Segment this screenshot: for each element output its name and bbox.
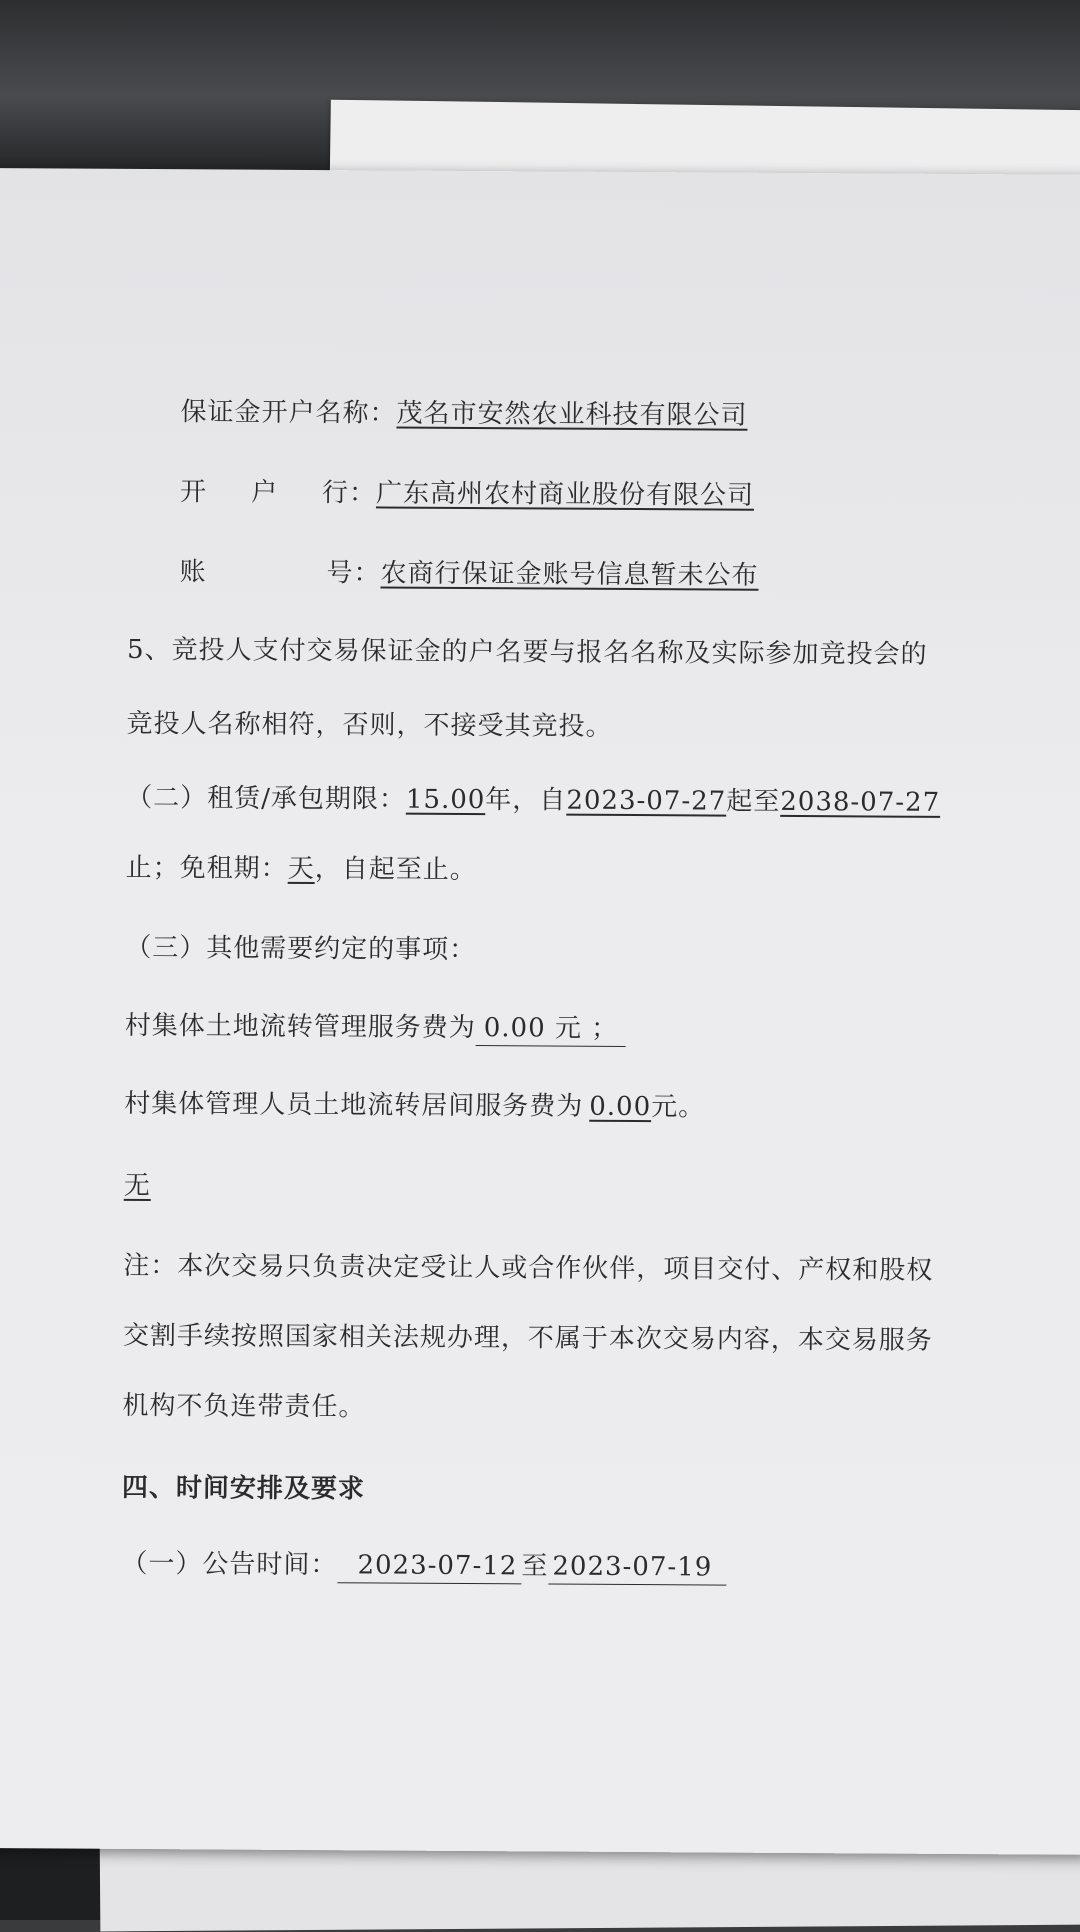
account-label-char-2: 号： — [326, 558, 381, 589]
bank-line — [180, 471, 754, 512]
item5-line-1: 5、竞投人支付交易保证金的户名要与报名名称及实际参加竞投会的 — [126, 634, 928, 670]
section4-heading: 四、时间安排及要求 — [121, 1472, 366, 1505]
intermediary-fee-label: 村集体管理人员土地流转居间服务费为 — [124, 1088, 584, 1122]
intermediary-fee-line — [124, 1083, 705, 1124]
note-line-3: 机构不负连带责任。 — [122, 1390, 366, 1423]
deposit-account-name-label: 保证金开户名称： — [180, 397, 397, 429]
account-label-char-1: 账 — [179, 557, 207, 588]
account-number-value: 农商行保证金账号信息暂未公布 — [380, 558, 759, 591]
management-fee-value: 0.00 元 ； — [476, 1013, 627, 1047]
item5-line-2: 竞投人名称相符，否则，不接受其竞投。 — [126, 708, 613, 742]
lease-term-years: 15.00 — [405, 784, 486, 816]
free-period-label: 止；免租期： — [125, 852, 288, 884]
document-page — [0, 168, 1080, 1855]
announcement-time-line — [121, 1543, 726, 1586]
lease-term-label: （二）租赁/承包期限： — [126, 782, 407, 815]
intermediary-fee-unit: 元。 — [651, 1092, 706, 1123]
lease-term-years-unit: 年，自 — [485, 785, 567, 816]
management-fee-line — [125, 1005, 627, 1047]
lease-term-line-2 — [126, 847, 477, 886]
note-line-2: 交割手续按照国家相关法规办理，不属于本次交易内容，本交易服务 — [122, 1320, 933, 1356]
lease-start-date: 2023-07-27 — [566, 785, 727, 817]
announcement-end-date: 2023-07-19 — [548, 1551, 726, 1585]
none-text: 无 — [123, 1170, 151, 1202]
announcement-to-text: 至 — [521, 1551, 549, 1582]
other-matters-heading: （三）其他需要约定的事项： — [125, 932, 477, 966]
free-period-suffix: ，自起至止。 — [314, 854, 477, 886]
bank-value: 广东高州农村商业股份有限公司 — [375, 478, 755, 511]
lease-to-text: 起至 — [726, 786, 781, 817]
lease-term-line-1 — [126, 777, 940, 819]
deposit-account-name-value: 茂名市安然农业科技有限公司 — [396, 398, 748, 431]
management-fee-label: 村集体土地流转管理服务费为 — [124, 1010, 476, 1044]
bank-label-char-3: 行： — [321, 478, 377, 509]
free-period-value: 天 — [287, 853, 315, 885]
account-number-line — [179, 551, 758, 592]
lease-end-date: 2038-07-27 — [780, 786, 941, 818]
bank-label-char-2: 户 — [250, 477, 279, 508]
bank-label-char-1: 开 — [179, 477, 208, 508]
deposit-account-name-line — [180, 391, 747, 431]
announcement-start-date: 2023-07-12 — [337, 1550, 521, 1584]
note-line-1: 注：本次交易只负责决定受让人或合作伙伴，项目交付、产权和股权 — [123, 1250, 934, 1286]
announcement-time-label: （一）公告时间： — [121, 1548, 338, 1581]
intermediary-fee-value: 0.00 — [589, 1091, 652, 1123]
